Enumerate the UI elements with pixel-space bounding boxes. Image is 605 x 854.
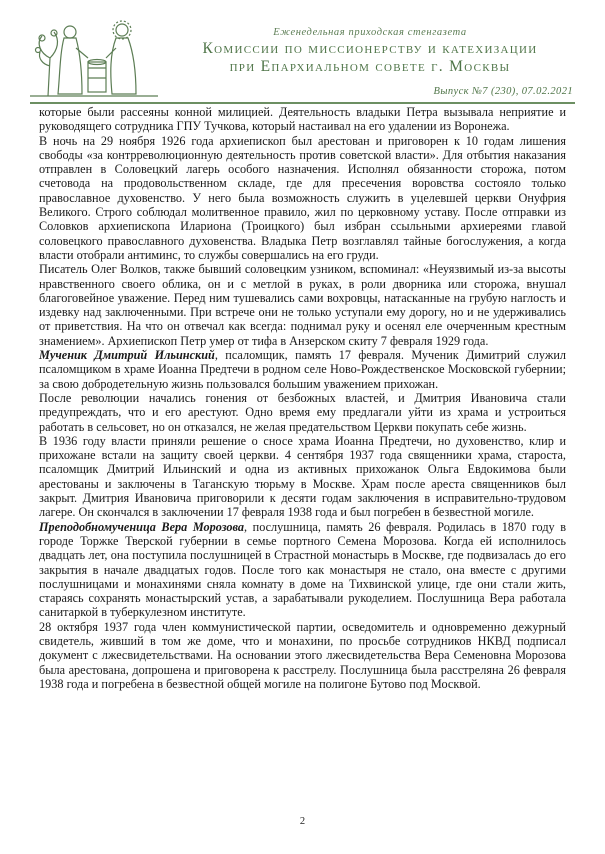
saint-name: Мученик Дмитрий Ильинский xyxy=(39,348,215,363)
paragraph: В 1936 году власти приняли решение о сносе храма Иоанна Предтечи, но духовенство, клир и прихожане встали на защиту своей церкви. 4 сентября 1937 года священники храма, староста, псаломщик Дмитрий Ильинский и одна из активных прихожанок Ольга Евдокимова были арестованы и заключены в Таганскую тюрьму в Москве. Храм после ареста священников был закрыт. Дмитрия Ивановича приговорили к десяти годам заключения в исправительно-трудовом лагере. Он скончался в заключении 17 февраля 1938 года и был погребен в безвестной могиле. xyxy=(39,433,566,520)
article-body xyxy=(39,105,566,691)
issue-number: Выпуск №7 (230), 07.02.2021 xyxy=(433,86,573,97)
newsletter-title-line2: при Епархиальном совете г. Москвы xyxy=(229,58,511,75)
page-number: 2 xyxy=(299,816,306,827)
newsletter-subtitle: Еженедельная приходская стенгазета xyxy=(273,27,467,38)
newsletter-title-line1: Комиссии по миссионерству и катехизации xyxy=(202,40,538,57)
paragraph-text: , псаломщик, память 17 февраля. Мученик Димитрий служил псаломщиком в храме Иоанна Предтечи в родном селе Ново-Рождественское Московской губернии; за свою добродетельную жизнь пользовался большим уважением прихожан. xyxy=(39,348,566,391)
paragraph: которые были рассеяны конной милицией. Деятельность владыки Петра вызывала неприятие и руководящего сотрудника ГПУ Тучкова, который настаивал на его удалении из Воронежа. xyxy=(39,105,566,134)
paragraph xyxy=(39,520,566,620)
paragraph: В ночь на 29 ноября 1926 года архиепископ был арестован и приговорен к 10 годам лишения свободы «за контрреволюционную деятельность против советской власти». Для отбытия наказания отправлен в Соловецкий лагерь особого назначения. Исполнял обязанности сторожа, потом счетовода на продовольственном складе, где для пресечения воровства состояло только православное духовенство. У него была возможность служить в уцелевшей церкви Онуфрия Великого. Строго соблюдал молитвенное правило, жил по церковному уставу. После отправки из Соловков архиепископа Илариона (Троицкого) был избран ссыльными архиереями главой соловецкого православного духовенства. Владыка Петр возглавлял тайные богослужения, а когда власти отобрали антиминс, то службы совершались на его груди. xyxy=(39,133,566,262)
paragraph: Писатель Олег Волков, также бывший соловецким узником, вспоминал: «Неуязвимый из-за высоты нравственного своего облика, он и с метлой в руках, в роли дворника или сторожа, внушал благоговейное уважение. Перед ним тушевались сами вохровцы, натасканные на грубую наглость и издевку над заключенными. При встрече они не только уступали ему дорогу, но и не удерживались от приветствия. На что он отвечал как всегда: поднимал руку и осенял еле очерченным крестным знамением». Архиепископ Петр умер от тифа в Анзерском скиту 7 февраля 1929 года. xyxy=(39,262,566,348)
saint-name: Преподобномученица Вера Морозова xyxy=(39,519,245,534)
page-header xyxy=(0,0,605,110)
header-divider xyxy=(30,102,575,104)
paragraph-text: , послушница, память 26 февраля. Родилась в 1870 году в городе Торжке Тверской губернии в семье портного Семена Морозова. Когда ей исполнилось двадцать лет, она поступила послушницей в Страстной монастырь в Москве, где подвизалась до его закрытия в начале двадцатых годов. После того как монастыря не стало, она вместе с другими послушницами и монахинями сняла комнату в доме на Тихвинской улице, где они стали жить, стараясь сохранять монастырский устав, а зарабатывали рукоделием. Послушница Вера работала санитаркой в туберкулезном институте. xyxy=(39,519,567,620)
icon-illustration-logo xyxy=(30,18,160,98)
paragraph: 28 октября 1937 года член коммунистической партии, осведомитель и одновременно дежурный свидетель, живший в том же доме, что и монахини, по просьбе сотрудников НКВД подписал документ с лжесвидетельствами. На основании этого лжесвидетельства Вера Семеновна Морозова была арестована, допрошена и приговорена к расстрелу. Послушница была расстреляна 26 февраля 1938 года и погребена в безвестной общей могиле на полигоне Бутово под Москвой. xyxy=(39,619,566,691)
paragraph: После революции начались гонения от безбожных властей, и Дмитрия Ивановича стали предупреждать, что и его арестуют. Одно время ему предлагали уйти из храма и устроиться работать в сельсовет, но он отказался, не желая предательством Церкви покупать себе жизнь. xyxy=(39,390,566,434)
paragraph xyxy=(39,348,566,391)
